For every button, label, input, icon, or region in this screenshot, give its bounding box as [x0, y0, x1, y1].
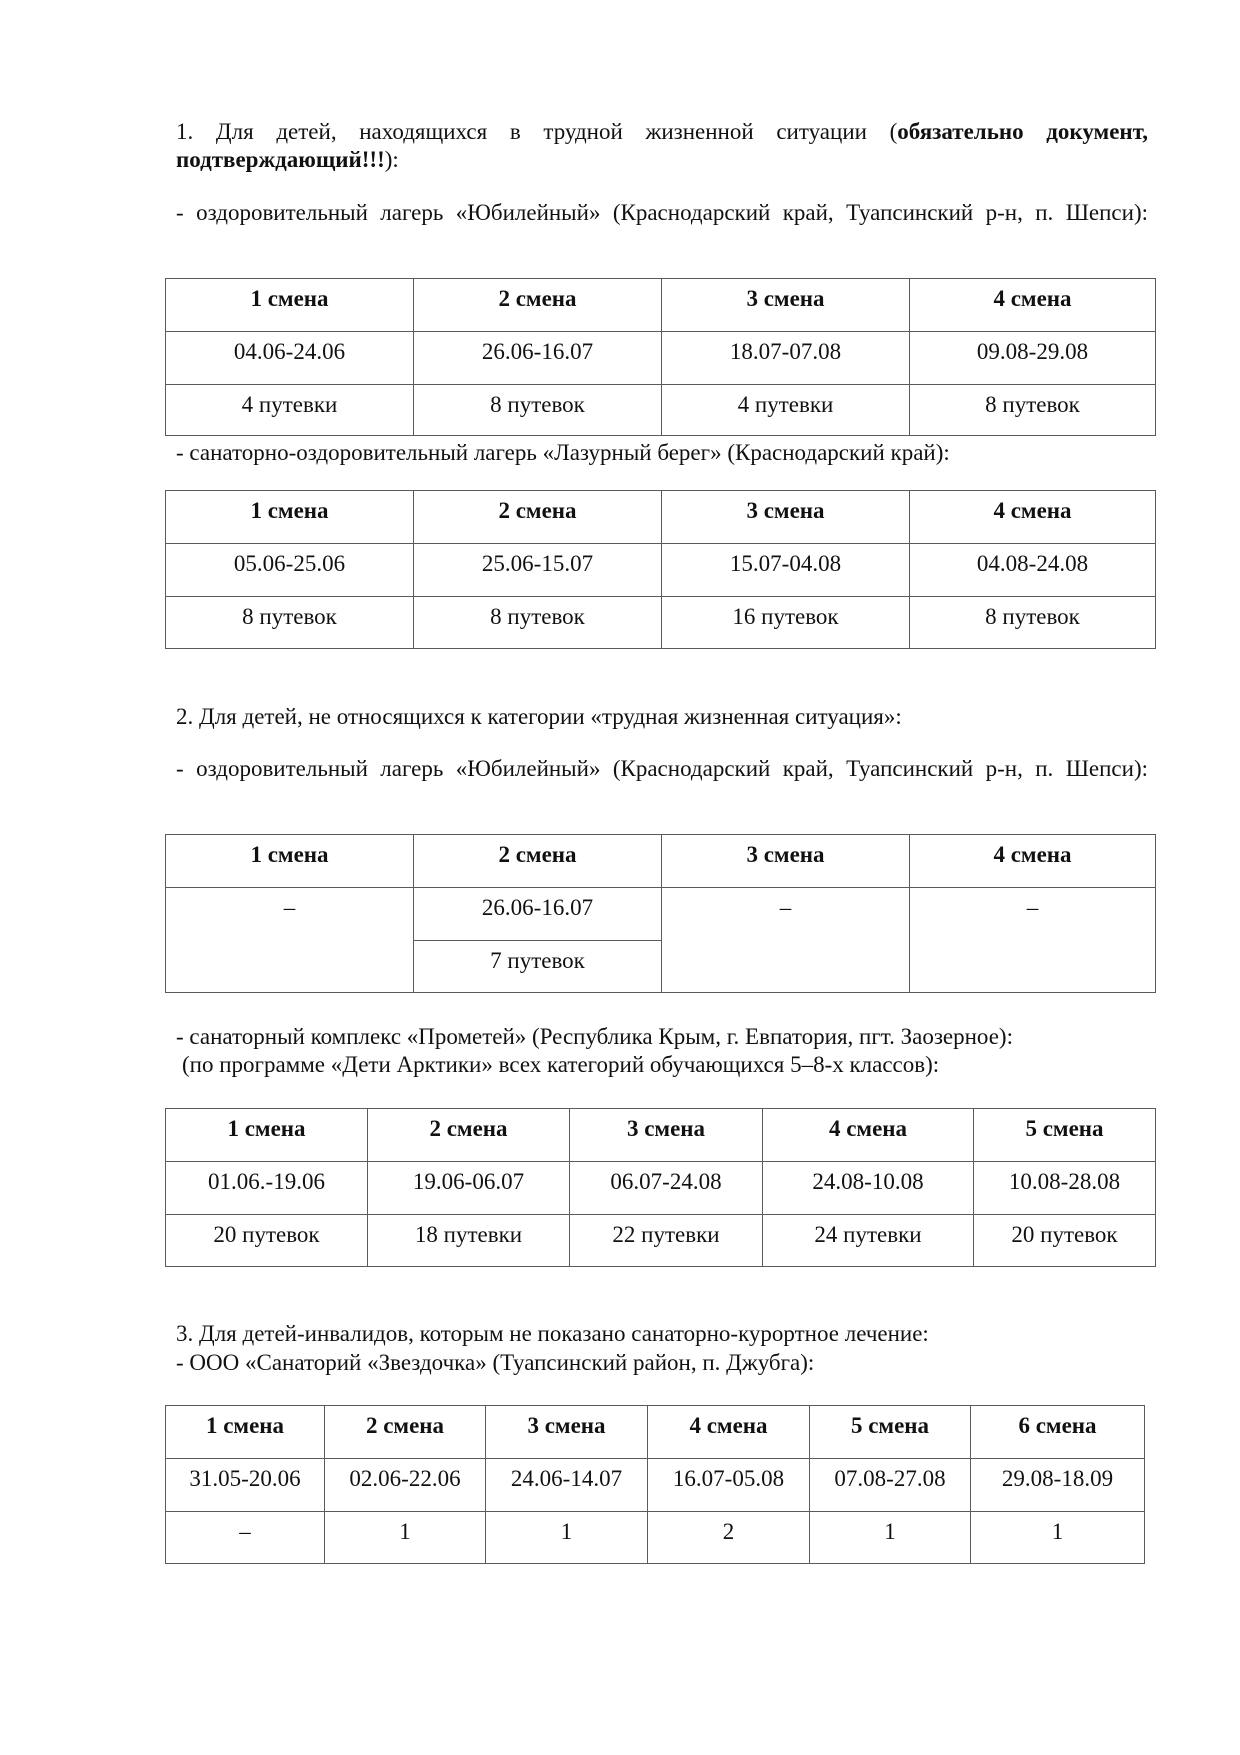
table-row	[166, 332, 1156, 385]
table-header-row	[166, 835, 1156, 888]
table-cell: 2 смена	[325, 1406, 486, 1459]
table-cell: 22 путевки	[570, 1215, 763, 1267]
table-cell: 2 смена	[414, 491, 662, 544]
table-cell: 01.06.-19.06	[166, 1162, 368, 1215]
section1-camp1-title: - оздоровительный лагерь «Юбилейный» (Краснодарский край, Туапсинский р-н, п. Шепси):	[176, 200, 1148, 225]
section1-heading-text: 1. Для детей, находящихся в трудной жизненной ситуации (	[176, 119, 898, 144]
table-row	[166, 1512, 1145, 1564]
table-cell: 19.06-06.07	[368, 1162, 570, 1215]
table-cell: 15.07-04.08	[662, 544, 910, 597]
table-cell: 06.07-24.08	[570, 1162, 763, 1215]
table-cell: 4 путевки	[166, 385, 414, 436]
table-cell: 3 смена	[662, 835, 910, 888]
table-cell: 8 путевок	[910, 597, 1156, 649]
table-cell: 1	[810, 1512, 971, 1564]
table-header-row	[166, 491, 1156, 544]
table-cell: 20 путевок	[166, 1215, 368, 1267]
table-cell: 5 смена	[974, 1109, 1156, 1162]
table-cell: 5 смена	[810, 1406, 971, 1459]
table-cell: 1 смена	[166, 279, 414, 332]
table-cell: 4 путевки	[662, 385, 910, 436]
table-cell: 2 смена	[414, 835, 662, 888]
table-row	[166, 597, 1156, 649]
section2-heading: 2. Для детей, не относящихся к категории «трудная жизненная ситуация»:	[176, 704, 902, 729]
table-cell: 20 путевок	[974, 1215, 1156, 1267]
table-cell: 1	[325, 1512, 486, 1564]
table-cell: 4 смена	[763, 1109, 974, 1162]
section2-camp1-title: - оздоровительный лагерь «Юбилейный» (Краснодарский край, Туапсинский р-н, п. Шепси):	[176, 756, 1148, 781]
table-cell: 18 путевки	[368, 1215, 570, 1267]
table-cell: 6 смена	[971, 1406, 1145, 1459]
table-row	[166, 1215, 1156, 1267]
table-cell: 4 смена	[910, 491, 1156, 544]
table-cell: 8 путевок	[910, 385, 1156, 436]
table-cell: 1 смена	[166, 1406, 325, 1459]
table-cell: 8 путевок	[414, 385, 662, 436]
section1-camp2-table	[165, 490, 1156, 649]
table-cell: 1 смена	[166, 835, 414, 888]
table-cell: 3 смена	[486, 1406, 648, 1459]
table-cell: 24 путевки	[763, 1215, 974, 1267]
section2-camp2-title-line2: (по программе «Дети Арктики» всех категорий обучающихся 5–8-х классов):	[182, 1052, 940, 1077]
table-cell: 18.07-07.08	[662, 332, 910, 385]
table-cell: 3 смена	[662, 491, 910, 544]
table-header-row	[166, 279, 1156, 332]
table-cell: 25.06-15.07	[414, 544, 662, 597]
table-cell: 4 смена	[910, 835, 1156, 888]
table-row	[166, 544, 1156, 597]
table-cell: 3 смена	[570, 1109, 763, 1162]
section3-heading: 3. Для детей-инвалидов, которым не показано санаторно-курортное лечение:	[176, 1321, 929, 1346]
table-cell: 2	[648, 1512, 810, 1564]
table-cell: 16 путевок	[662, 597, 910, 649]
table-cell: 31.05-20.06	[166, 1459, 325, 1512]
section1-heading-bold: обязательно документ, подтверждающий!!!	[176, 119, 1149, 172]
table-cell: 02.06-22.06	[325, 1459, 486, 1512]
table-cell: 2 смена	[368, 1109, 570, 1162]
table-cell: 04.06-24.06	[166, 332, 414, 385]
table-cell: 26.06-16.07	[414, 332, 662, 385]
table-cell: 1	[486, 1512, 648, 1564]
table-cell: 04.08-24.08	[910, 544, 1156, 597]
table-cell: 24.06-14.07	[486, 1459, 648, 1512]
table-header-row	[166, 1109, 1156, 1162]
table-cell: 8 путевок	[166, 597, 414, 649]
section2-camp1-table	[165, 834, 1156, 993]
section3-table	[165, 1405, 1145, 1564]
table-cell: 09.08-29.08	[910, 332, 1156, 385]
table-row	[166, 888, 1156, 941]
table-row	[166, 1162, 1156, 1215]
table-cell: 1 смена	[166, 1109, 368, 1162]
table-cell: 3 смена	[662, 279, 910, 332]
section1-camp1-table	[165, 278, 1156, 436]
table-cell: 1 смена	[166, 491, 414, 544]
table-cell: 10.08-28.08	[974, 1162, 1156, 1215]
table-header-row	[166, 1406, 1145, 1459]
table-row	[166, 385, 1156, 436]
table-cell: –	[662, 888, 910, 993]
table-cell: 8 путевок	[414, 597, 662, 649]
table-cell: 16.07-05.08	[648, 1459, 810, 1512]
table-cell: 7 путевок	[414, 941, 662, 993]
table-cell: 29.08-18.09	[971, 1459, 1145, 1512]
section1-camp2-title: - санаторно-оздоровительный лагерь «Лазурный берег» (Краснодарский край):	[176, 440, 950, 465]
section3-camp-title: - ООО «Санаторий «Звездочка» (Туапсинский район, п. Джубга):	[176, 1350, 815, 1375]
table-cell: 1	[971, 1512, 1145, 1564]
table-cell: –	[166, 888, 414, 993]
table-cell: 4 смена	[648, 1406, 810, 1459]
table-cell: 26.06-16.07	[414, 888, 662, 941]
section2-camp2-table	[165, 1108, 1156, 1267]
table-cell: 05.06-25.06	[166, 544, 414, 597]
table-cell: 07.08-27.08	[810, 1459, 971, 1512]
table-cell: 2 смена	[414, 279, 662, 332]
section1-heading-end: ):	[384, 146, 399, 172]
section1-heading	[176, 118, 1148, 173]
table-cell: –	[166, 1512, 325, 1564]
section2-camp2-title-line1: - санаторный комплекс «Прометей» (Республика Крым, г. Евпатория, пгт. Заозерное):	[176, 1024, 1013, 1049]
table-cell: 24.08-10.08	[763, 1162, 974, 1215]
table-cell: 4 смена	[910, 279, 1156, 332]
table-row	[166, 1459, 1145, 1512]
table-cell: –	[910, 888, 1156, 993]
